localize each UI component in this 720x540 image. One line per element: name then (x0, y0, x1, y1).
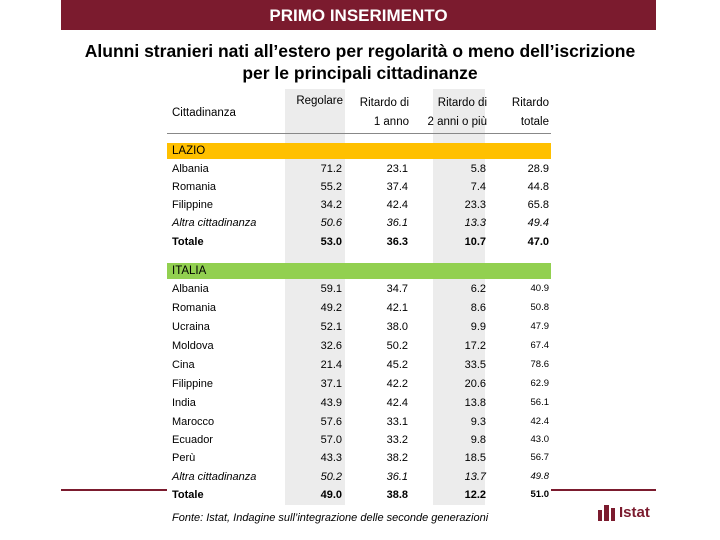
cell-ritardo-1: 23.1 (386, 163, 408, 175)
istat-logo-text: Istat (619, 504, 650, 521)
header-totale-line2: totale (520, 116, 549, 128)
cell-regolare: 34.2 (320, 199, 342, 211)
row-name: Totale (172, 489, 204, 501)
cell-ritardo-2: 9.3 (470, 416, 486, 428)
cell-regolare: 55.2 (320, 181, 342, 193)
row-name: Totale (172, 236, 204, 248)
cell-ritardo-1: 33.2 (386, 434, 408, 446)
subtitle-line-1: Alunni stranieri nati all’estero per regolarità o meno dell’iscrizione (84, 41, 636, 61)
row-name: Ucraina (172, 321, 210, 333)
table-row (167, 196, 551, 214)
cell-ritardo-totale: 56.7 (530, 452, 549, 463)
header-ritardo-1 (347, 97, 409, 129)
table-row (167, 337, 551, 355)
section-band-italia: ITALIA (167, 263, 551, 279)
header-divider (167, 133, 551, 134)
cell-ritardo-totale: 40.9 (530, 283, 549, 294)
subtitle-line-2: per le principali cittadinanze (242, 63, 478, 83)
cell-ritardo-1: 36.3 (386, 236, 408, 248)
cell-ritardo-2: 23.3 (464, 199, 486, 211)
cell-ritardo-totale: 44.8 (527, 181, 549, 193)
slide-subtitle (20, 40, 700, 84)
table-row (167, 280, 551, 298)
row-name: Filippine (172, 199, 213, 211)
cell-ritardo-1: 45.2 (386, 359, 408, 371)
divider-right (550, 489, 656, 491)
cell-ritardo-totale: 56.1 (530, 397, 549, 408)
cell-ritardo-1: 42.4 (386, 199, 408, 211)
cell-regolare: 43.9 (320, 397, 342, 409)
cell-ritardo-2: 9.9 (470, 321, 486, 333)
cell-regolare: 49.2 (320, 302, 342, 314)
table-row-total (167, 233, 551, 251)
cell-ritardo-totale: 62.9 (530, 378, 549, 389)
cell-ritardo-1: 37.4 (386, 181, 408, 193)
header-totale-line1: Ritardo (511, 97, 549, 109)
cell-ritardo-2: 9.8 (470, 434, 486, 446)
row-name: Marocco (172, 416, 215, 428)
cell-ritardo-totale: 51.0 (530, 489, 549, 500)
header-ritardo-2-line2: 2 anni o più (427, 116, 487, 128)
table-row-total (167, 486, 551, 504)
table-row (167, 468, 551, 486)
cell-ritardo-1: 36.1 (386, 471, 408, 483)
table-row (167, 318, 551, 336)
cell-regolare: 71.2 (320, 163, 342, 175)
row-name: Perù (172, 452, 196, 464)
row-name: Albania (172, 163, 209, 175)
cell-ritardo-2: 12.2 (464, 489, 486, 501)
cell-ritardo-totale: 65.8 (527, 199, 549, 211)
cell-ritardo-1: 42.1 (386, 302, 408, 314)
header-regolare: Regolare (296, 95, 343, 107)
row-name: Cina (172, 359, 195, 371)
table-row (167, 375, 551, 393)
header-ritardo-1-line1: Ritardo di (359, 97, 409, 109)
table-row (167, 214, 551, 232)
cell-ritardo-totale: 49.4 (527, 217, 549, 229)
cell-ritardo-totale: 49.8 (530, 471, 549, 482)
page-banner: PRIMO INSERIMENTO (61, 0, 656, 30)
table-row (167, 394, 551, 412)
header-ritardo-1-line2: 1 anno (373, 116, 409, 128)
cell-ritardo-2: 33.5 (464, 359, 486, 371)
cell-regolare: 52.1 (320, 321, 342, 333)
header-cittadinanza: Cittadinanza (172, 107, 236, 119)
cell-ritardo-2: 18.5 (464, 452, 486, 464)
cell-ritardo-totale: 50.8 (530, 302, 549, 313)
cell-regolare: 32.6 (320, 340, 342, 352)
cell-ritardo-totale: 78.6 (530, 359, 549, 370)
row-name: Romania (172, 181, 217, 193)
cell-ritardo-totale: 67.4 (530, 340, 549, 351)
cell-ritardo-totale: 47.9 (530, 321, 549, 332)
row-name: Ecuador (172, 434, 213, 446)
cell-regolare: 43.3 (320, 452, 342, 464)
table-row (167, 299, 551, 317)
cell-ritardo-1: 50.2 (386, 340, 408, 352)
row-name: Altra cittadinanza (172, 471, 257, 483)
table-row (167, 178, 551, 196)
row-name: Filippine (172, 378, 213, 390)
table-row (167, 431, 551, 449)
row-name: Altra cittadinanza (172, 217, 257, 229)
header-ritardo-2-line1: Ritardo di (437, 97, 487, 109)
cell-ritardo-2: 13.3 (464, 217, 486, 229)
row-name: India (172, 397, 196, 409)
table-row (167, 356, 551, 374)
divider-left (61, 489, 167, 491)
row-name: Romania (172, 302, 217, 314)
table-row (167, 413, 551, 431)
cell-ritardo-totale: 43.0 (530, 434, 549, 445)
cell-ritardo-2: 20.6 (464, 378, 486, 390)
cell-ritardo-2: 17.2 (464, 340, 486, 352)
istat-logo (598, 504, 658, 522)
cell-ritardo-2: 13.7 (464, 471, 486, 483)
section-band-lazio: LAZIO (167, 143, 551, 159)
cell-ritardo-2: 6.2 (470, 283, 486, 295)
cell-ritardo-1: 36.1 (386, 217, 408, 229)
cell-ritardo-1: 42.2 (386, 378, 408, 390)
cell-ritardo-1: 34.7 (386, 283, 408, 295)
header-ritardo-totale (487, 97, 549, 129)
cell-ritardo-2: 13.8 (464, 397, 486, 409)
cell-ritardo-2: 7.4 (470, 181, 486, 193)
cell-regolare: 57.6 (320, 416, 342, 428)
cell-ritardo-1: 38.8 (386, 489, 408, 501)
cell-ritardo-1: 42.4 (386, 397, 408, 409)
cell-regolare: 50.6 (320, 217, 342, 229)
cell-ritardo-2: 10.7 (464, 236, 486, 248)
row-name: Albania (172, 283, 209, 295)
row-name: Moldova (172, 340, 214, 352)
cell-ritardo-totale: 42.4 (530, 416, 549, 427)
cell-ritardo-1: 33.1 (386, 416, 408, 428)
cell-ritardo-1: 38.2 (386, 452, 408, 464)
data-table (167, 89, 551, 529)
cell-regolare: 59.1 (320, 283, 342, 295)
cell-regolare: 21.4 (320, 359, 342, 371)
cell-ritardo-1: 38.0 (386, 321, 408, 333)
cell-regolare: 53.0 (320, 236, 342, 248)
cell-ritardo-totale: 28.9 (527, 163, 549, 175)
table-row (167, 449, 551, 467)
table-row (167, 160, 551, 178)
istat-logo-icon (598, 505, 615, 521)
header-ritardo-2 (413, 97, 487, 129)
cell-regolare: 37.1 (320, 378, 342, 390)
cell-regolare: 50.2 (320, 471, 342, 483)
cell-ritardo-2: 8.6 (470, 302, 486, 314)
cell-ritardo-2: 5.8 (470, 163, 486, 175)
source-note: Fonte: Istat, Indagine sull’integrazione delle seconde generazioni (172, 512, 489, 524)
cell-regolare: 49.0 (320, 489, 342, 501)
cell-regolare: 57.0 (320, 434, 342, 446)
cell-ritardo-totale: 47.0 (527, 236, 549, 248)
